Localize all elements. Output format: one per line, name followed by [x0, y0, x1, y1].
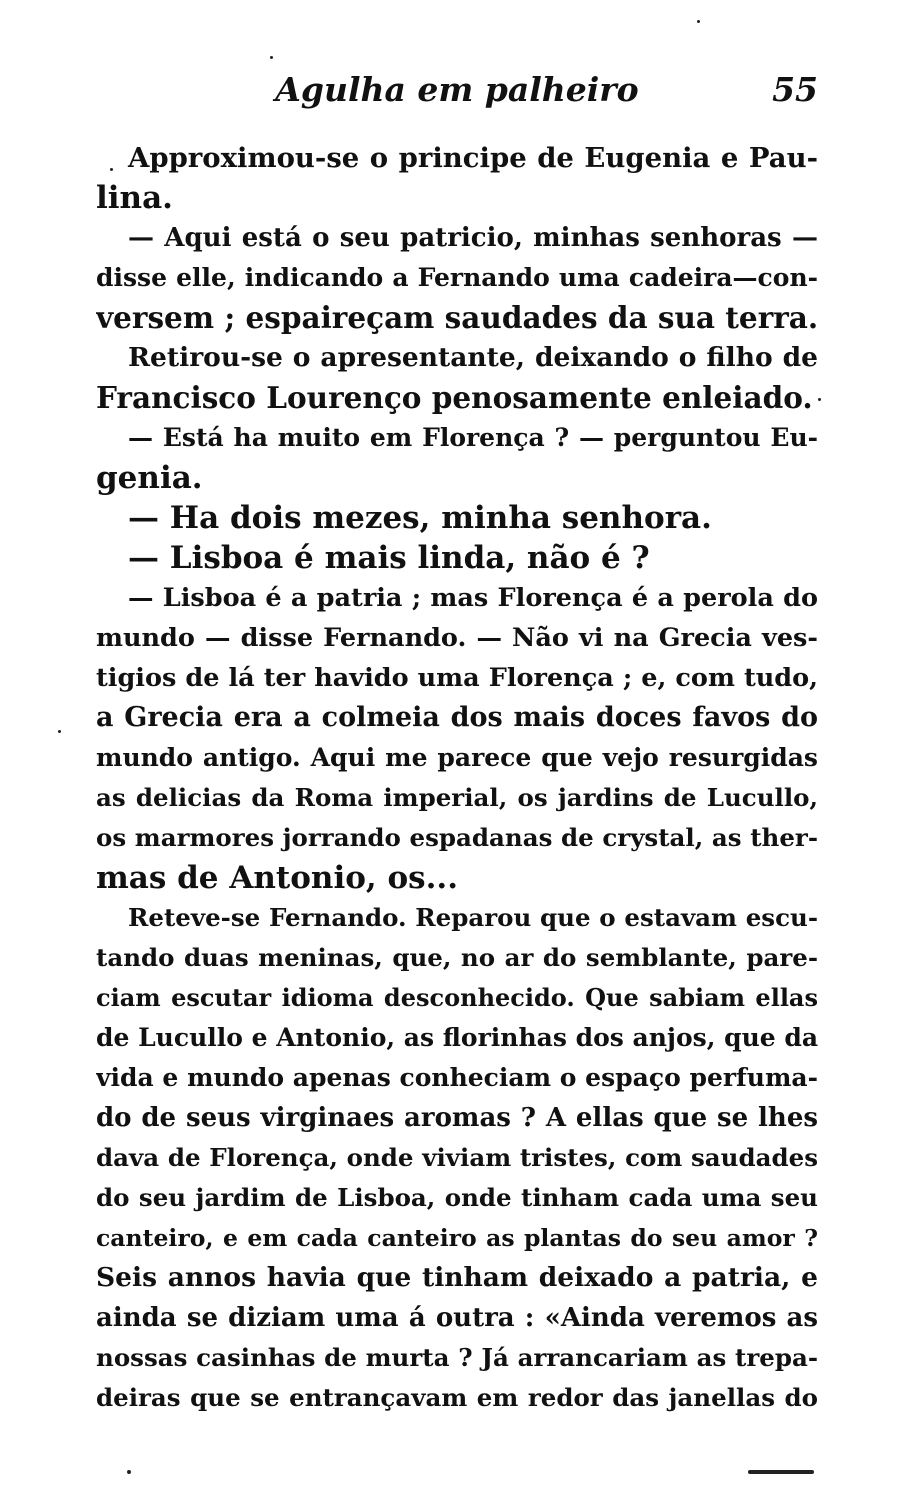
text-line: mundo antigo. Aqui me parece que vejo resurgidas — [96, 743, 818, 772]
speck — [58, 730, 61, 733]
running-head — [96, 64, 818, 116]
speck — [818, 398, 821, 401]
text-line: — Está ha muito em Florença ? — perguntou Eu- — [128, 423, 818, 452]
text-line: Seis annos havia que tinham deixado a patria, e — [96, 1262, 818, 1293]
text-line: mas de Antonio, os... — [96, 860, 458, 896]
body-text — [96, 138, 818, 1418]
text-line: — Lisboa é a patria ; mas Florença é a perola do — [128, 583, 818, 613]
text-line: — Lisboa é mais linda, não é ? — [128, 540, 650, 576]
text-line: tigios de lá ter havido uma Florença ; e, com tudo, — [96, 663, 818, 693]
text-line: os marmores jorrando espadanas de crystal, as ther- — [96, 823, 818, 852]
text-line: tando duas meninas, que, no ar do semblante, pare- — [96, 943, 818, 972]
text-line: de Lucullo e Antonio, as florinhas dos anjos, que da — [96, 1023, 818, 1052]
text-line: disse elle, indicando a Fernando uma cadeira—con- — [96, 263, 818, 292]
speck — [110, 168, 113, 171]
text-line: dava de Florença, onde viviam tristes, com saudades — [96, 1143, 818, 1172]
text-line: a Grecia era a colmeia dos mais doces favos do — [96, 702, 818, 733]
text-line: Reteve-se Fernando. Reparou que o estavam escu- — [128, 903, 818, 932]
running-title: Agulha em palheiro — [275, 70, 639, 109]
text-line: Approximou-se o principe de Eugenia e Pau- — [128, 142, 818, 174]
text-line: lina. — [96, 180, 173, 216]
ink-smudge — [748, 1470, 814, 1474]
text-line: vida e mundo apenas conheciam o espaço perfuma- — [96, 1063, 818, 1092]
text-line: canteiro, e em cada canteiro as plantas do seu amor ? — [96, 1224, 818, 1252]
text-line: Francisco Lourenço penosamente enleiado. — [96, 380, 813, 415]
text-line: genia. — [96, 460, 203, 496]
text-line: nossas casinhas de murta ? Já arrancariam as trepa- — [96, 1343, 818, 1372]
text-line: ciam escutar idioma desconhecido. Que sabiam ellas — [96, 983, 818, 1012]
text-line: — Ha dois mezes, minha senhora. — [128, 500, 712, 536]
text-line: as delicias da Roma imperial, os jardins de Lucullo, — [96, 783, 818, 812]
text-line: versem ; espaireçam saudades da sua terra. — [96, 300, 818, 335]
text-line: — Aqui está o seu patricio, minhas senhoras — — [128, 223, 818, 253]
text-line: Retirou-se o apresentante, deixando o filho de — [128, 342, 818, 373]
speck — [127, 1470, 131, 1474]
speck — [697, 20, 700, 23]
text-line: mundo — disse Fernando. — Não vi na Grecia ves- — [96, 623, 818, 653]
page-number: 55 — [772, 70, 818, 109]
speck — [270, 56, 273, 59]
text-line: do de seus virginaes aromas ? A ellas que se lhes — [96, 1103, 818, 1133]
text-line: ainda se diziam uma á outra : «Ainda veremos as — [96, 1303, 818, 1333]
text-line: do seu jardim de Lisboa, onde tinham cada uma seu — [96, 1183, 818, 1212]
text-line: deiras que se entrançavam em redor das janellas do — [96, 1383, 818, 1412]
